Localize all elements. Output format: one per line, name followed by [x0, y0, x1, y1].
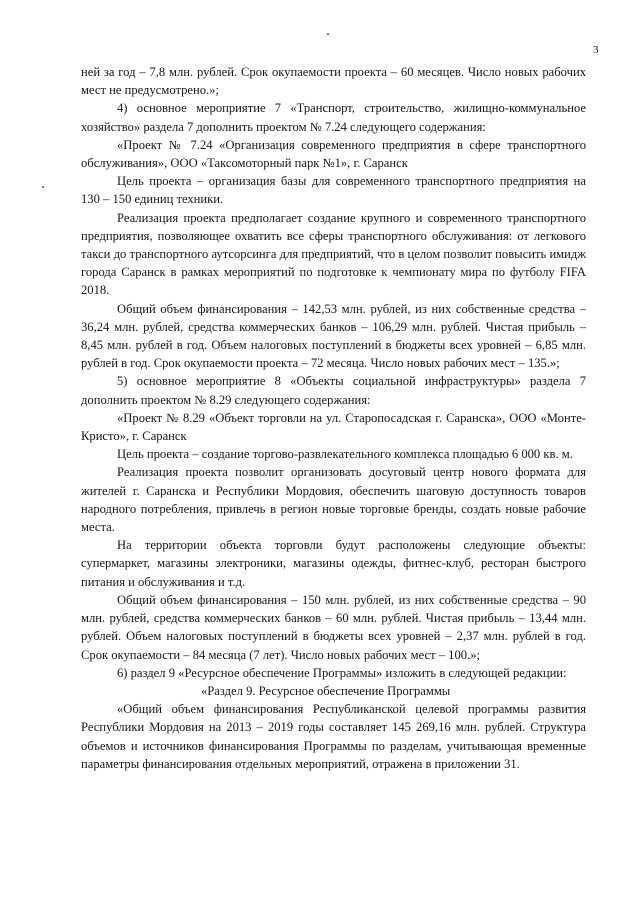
paragraph: Цель проекта – создание торгово-развлекательного комплекса площадью 6 000 кв. м. [117, 447, 573, 462]
paragraph: «Общий объем финансирования Республиканской целевой программы развития Республики Мордовия на 2013 – 2019 годы составляет 145 269,16 млн. рублей. Структура объемов и источников финансирования Программы по разделам, учитывающая временные параметры финансирования отдельных мероприятий, отражена в приложении 31. [81, 702, 586, 771]
paragraph: Реализация проекта предполагает создание крупного и современного транспортного предприятия, позволяющее охватить все сферы транспортного обслуживания: от легкового такси до транспортного аутсорсинга для предприятий, что в целом позволит повысить имидж города Саранск в рамках мероприятий по подготовке к чемпионату мира по футболу FIFA 2018. [81, 210, 586, 298]
paragraph: Цель проекта – организация базы для современного транспортного предприятия на 130 – 150 единиц техники. [81, 174, 586, 207]
paragraph: Общий объем финансирования – 142,53 млн. рублей, из них собственные средства – 36,24 млн. рублей, средства коммерческих банков – 106,29 млн. рублей. Чистая прибыль – 8,45 млн. рублей в год. Объем налоговых поступлений в бюджеты всех уровней – 6,85 млн. рублей в год. Срок окупаемости проекта – 72 месяца. Число новых рабочих мест – 135.»; [81, 301, 586, 371]
scan-speck [42, 186, 44, 188]
scan-speck [327, 33, 329, 35]
section-heading: «Раздел 9. Ресурсное обеспечение Программы [201, 683, 451, 698]
paragraph: 6) раздел 9 «Ресурсное обеспечение Программы» изложить в следующей редакции: [117, 665, 567, 680]
paragraph: Общий объем финансирования – 150 млн. рублей, из них собственные средства – 90 млн. рублей, средства коммерческих банков – 60 млн. рублей. Чистая прибыль – 13,44 млн. рублей. Объем налоговых поступлений в бюджеты всех уровней – 2,37 млн. рублей в год. Срок окупаемости – 84 месяца (7 лет). Число новых рабочих мест – 100.»; [81, 592, 586, 662]
page-number: 3 [593, 44, 599, 56]
paragraph: На территории объекта торговли будут расположены следующие объекты: супермаркет, магазины электроники, магазины одежды, фитнес-клуб, ресторан быстрого питания и обслуживания и т.д. [81, 538, 586, 589]
paragraph: ней за год – 7,8 млн. рублей. Срок окупаемости проекта – 60 месяцев. Число новых рабочих мест не предусмотрено.»; [81, 65, 586, 98]
paragraph: «Проект № 8.29 «Объект торговли на ул. Старопосадская г. Саранска», ООО «Монте-Кристо», г. Саранск [81, 410, 586, 444]
document-body [81, 63, 586, 773]
paragraph: «Проект № 7.24 «Организация современного предприятия в сфере транспортного обслуживания», ООО «Таксомоторный парк №1», г. Саранск [81, 137, 586, 171]
paragraph: Реализация проекта позволит организовать досуговый центр нового формата для жителей г. Саранска и Республики Мордовия, обеспечить шаговую доступность товаров народного потребления, привлечь в регион новые торговые бренды, создать новые рабочие места. [81, 465, 586, 535]
paragraph: 5) основное мероприятие 8 «Объекты социальной инфраструктуры» раздела 7 дополнить проектом № 8.29 следующего содержания: [81, 374, 586, 407]
paragraph: 4) основное мероприятие 7 «Транспорт, строительство, жилищно-коммунальное хозяйство» раздела 7 дополнить проектом № 7.24 следующего содержания: [81, 101, 586, 134]
